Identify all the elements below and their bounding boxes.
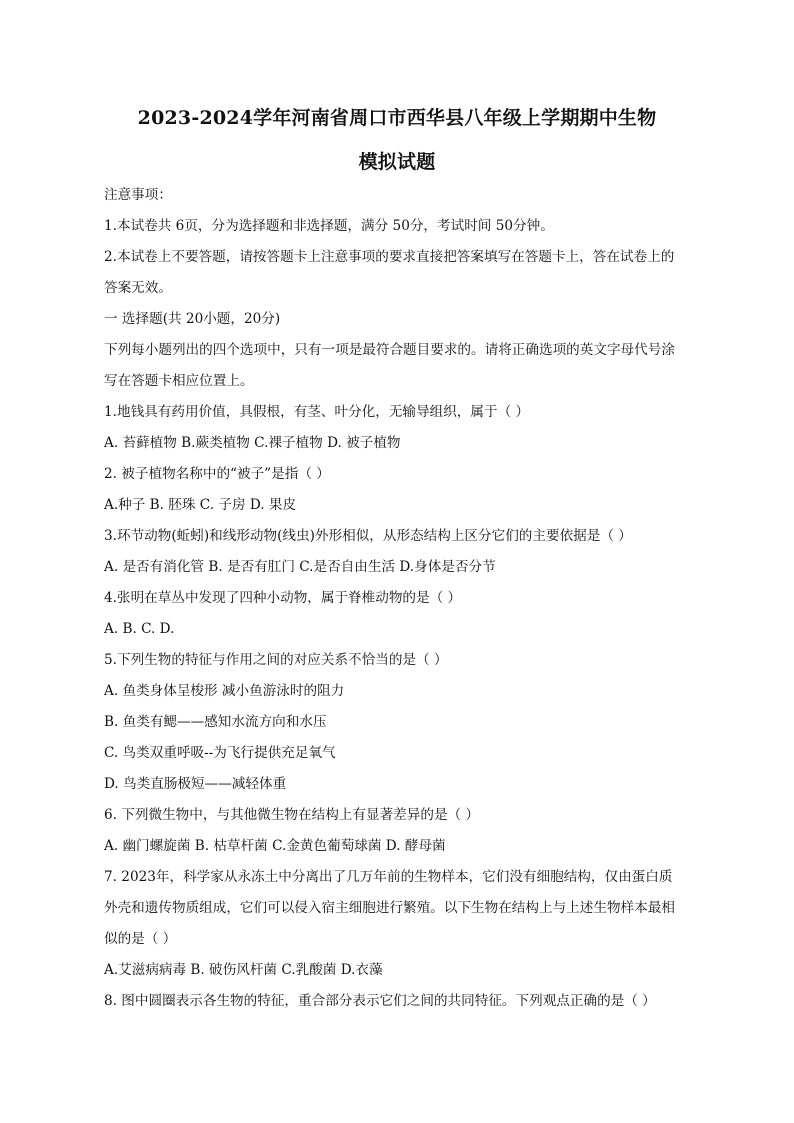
question-3-options: A. 是否有消化管 B. 是否有肛门 C.是否自由生活 D.身体是否分节	[104, 559, 496, 575]
question-5-option-c: C. 鸟类双重呼吸--为飞行提供充足氧气	[104, 745, 336, 761]
question-7: 7. 2023年，科学家从永冻土中分离出了几万年前的生物样本，它们没有细胞结构，仅由蛋白质	[104, 869, 673, 885]
section-instructions-cont: 写在答题卡相应位置上。	[104, 373, 254, 389]
exam-body	[104, 180, 694, 1017]
question-7-cont: 外壳和遗传物质组成，它们可以侵入宿主细胞进行繁殖。以下生物在结构上与上述生物样本最相	[104, 900, 675, 916]
question-5: 5.下列生物的特征与作用之间的对应关系不恰当的是（ ）	[104, 652, 448, 668]
question-5-option-d: D. 鸟类直肠极短——减轻体重	[104, 776, 287, 792]
question-3: 3.环节动物(蚯蚓)和线形动物(线虫)外形相似，从形态结构上区分它们的主要依据是（ ）	[104, 528, 632, 544]
section-instructions: 下列每小题列出的四个选项中，只有一项是最符合题目要求的。请将正确选项的英文字母代号涂	[104, 342, 675, 358]
question-5-option-b: B. 鱼类有鳃——感知水流方向和水压	[104, 714, 327, 730]
question-1-options: A. 苔藓植物 B.蕨类植物 C.裸子植物 D. 被子植物	[104, 435, 401, 451]
question-6: 6. 下列微生物中，与其他微生物在结构上有显著差异的是（ ）	[104, 807, 480, 823]
exam-title-line2: 模拟试题	[358, 151, 436, 173]
question-4-options: A. B. C. D.	[104, 621, 175, 637]
exam-title-line1: 2023-2024学年河南省周口市西华县八年级上学期期中生物	[137, 107, 657, 129]
question-4: 4.张明在草丛中发现了四种小动物，属于脊椎动物的是（ ）	[104, 590, 462, 606]
question-1: 1.地钱具有药用价值，具假根，有茎、叶分化，无输导组织，属于（ ）	[104, 404, 530, 420]
notice-item-1: 1.本试卷共 6页，分为选择题和非选择题，满分 50分，考试时间 50分钟。	[104, 218, 554, 234]
notice-heading: 注意事项：	[104, 187, 172, 203]
notice-item-2: 2.本试卷上不要答题，请按答题卡上注意事项的要求直接把答案填写在答题卡上，答在试卷上的	[104, 249, 675, 265]
question-2-options: A.种子 B. 胚珠 C. 子房 D. 果皮	[104, 497, 297, 513]
question-5-option-a: A. 鱼类身体呈梭形 减小鱼游泳时的阻力	[104, 683, 345, 699]
question-8: 8. 图中圆圈表示各生物的特征，重合部分表示它们之间的共同特征。下列观点正确的是（ ）	[104, 993, 656, 1009]
question-2: 2. 被子植物名称中的“被子”是指（ ）	[104, 466, 330, 482]
question-7-options: A.艾滋病病毒 B. 破伤风杆菌 C.乳酸菌 D.衣藻	[104, 962, 383, 978]
question-7-end: 似的是（ ）	[104, 931, 177, 947]
notice-item-2-cont: 答案无效。	[104, 280, 172, 296]
section-heading: 一 选择题(共 20小题，20分)	[104, 311, 281, 327]
question-6-options: A. 幽门螺旋菌 B. 枯草杆菌 C.金黄色葡萄球菌 D. 酵母菌	[104, 838, 446, 854]
